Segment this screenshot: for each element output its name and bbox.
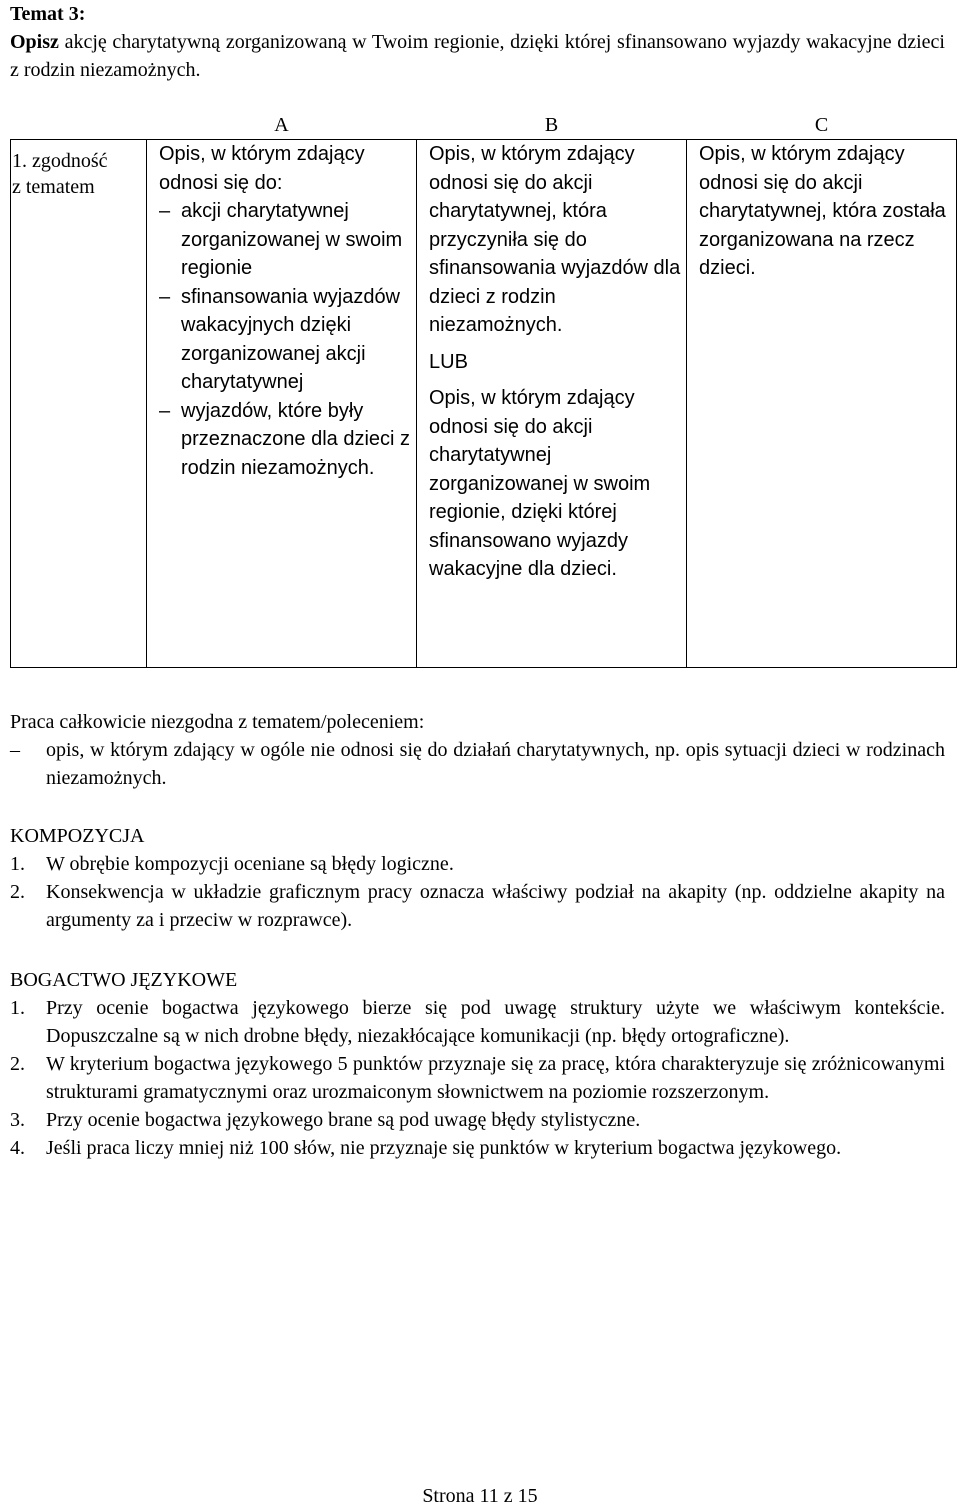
column-header-b: B	[544, 114, 559, 136]
richness-section	[10, 966, 945, 1162]
noncompliant-item: – opis, w którym zdający w ogóle nie odnosi się do działań charytatywnych, np. opis sytuacji dzieci w rodzinach niezamożnych.	[10, 736, 945, 792]
column-b-part2: Opis, w którym zdający odnosi się do akcji charytatywnej zorganizowanej w swoim regionie, dzięki której sfinansowano wyjazdy wakacyjne dla dzieci.	[429, 387, 651, 580]
topic-prompt	[10, 28, 945, 84]
list-item: – wyjazdów, które były przeznaczone dla dzieci z rodzin niezamożnych.	[159, 397, 416, 483]
column-header-c: C	[814, 114, 829, 136]
noncompliant-section	[10, 708, 945, 792]
list-item: 4. Jeśli praca liczy mniej niż 100 słów, nie przyznaje się punktów w kryterium bogactwa językowego.	[10, 1137, 842, 1159]
column-a-bullets	[159, 197, 416, 482]
column-a-cell	[147, 140, 417, 668]
criterion-row	[11, 140, 957, 668]
noncompliant-heading: Praca całkowicie niezgodna z tematem/poleceniem:	[10, 711, 425, 733]
list-item: 1. W obrębie kompozycji oceniane są błędy logiczne.	[10, 853, 454, 875]
list-item: – sfinansowania wyjazdów wakacyjnych dzięki zorganizowanej akcji charytatywnej	[159, 283, 416, 397]
prompt-text: akcję charytatywną zorganizowaną w Twoim regionie, dzięki której sfinansowano wyjazdy wakacyjne dzieci z rodzin niezamożnych.	[10, 31, 945, 81]
list-item: 2. W kryterium bogactwa językowego 5 punktów przyznaje się za pracę, która charakteryzuje się zróżnicowanymi strukturami gramatycznymi oraz urozmaiconym słownictwem na poziomie rozszerzonym.	[10, 1053, 945, 1103]
list-item: 1. Przy ocenie bogactwa językowego bierze się pod uwagę struktury użyte we właściwym kontekście. Dopuszczalne są w nich drobne błędy, niezakłócające komunikacji (np. błędy ortograficzne).	[10, 997, 945, 1047]
column-c-cell	[687, 140, 957, 668]
criterion-name: z tematem	[12, 176, 95, 198]
topic-label: Temat 3:	[10, 3, 86, 25]
composition-heading: KOMPOZYCJA	[10, 825, 145, 847]
dash-marker: –	[10, 739, 20, 761]
prompt-verb: Opisz	[10, 31, 59, 53]
column-header-a: A	[274, 114, 289, 136]
list-item: – akcji charytatywnej zorganizowanej w swoim regionie	[159, 197, 416, 283]
composition-list	[10, 850, 945, 934]
column-a-intro: Opis, w którym zdający odnosi się do:	[159, 143, 365, 194]
column-b-cell	[417, 140, 687, 668]
criteria-table	[10, 111, 957, 668]
list-item: 3. Przy ocenie bogactwa językowego brane są pod uwagę błędy stylistyczne.	[10, 1109, 641, 1131]
column-b-or: LUB	[429, 350, 468, 373]
richness-list	[10, 994, 945, 1162]
column-header-row	[11, 111, 957, 140]
composition-section	[10, 822, 945, 934]
criterion-cell	[11, 140, 147, 668]
richness-heading: BOGACTWO JĘZYKOWE	[10, 969, 238, 991]
column-b-part1: Opis, w którym zdający odnosi się do akcji charytatywnej, która przyczyniła się do sfinansowania wyjazdów dla dzieci z rodzin niezamożnych.	[429, 143, 681, 336]
column-c-text: Opis, w którym zdający odnosi się do akcji charytatywnej, która została zorganizowana na rzecz dzieci.	[699, 143, 946, 279]
criterion-number: 1. zgodność	[12, 150, 108, 172]
list-item: 2. Konsekwencja w układzie graficznym pracy oznacza właściwy podział na akapity (np. oddzielne akapity na argumenty za i przeciw w rozprawce).	[10, 881, 945, 931]
page-number: Strona 11 z 15	[422, 1485, 538, 1507]
